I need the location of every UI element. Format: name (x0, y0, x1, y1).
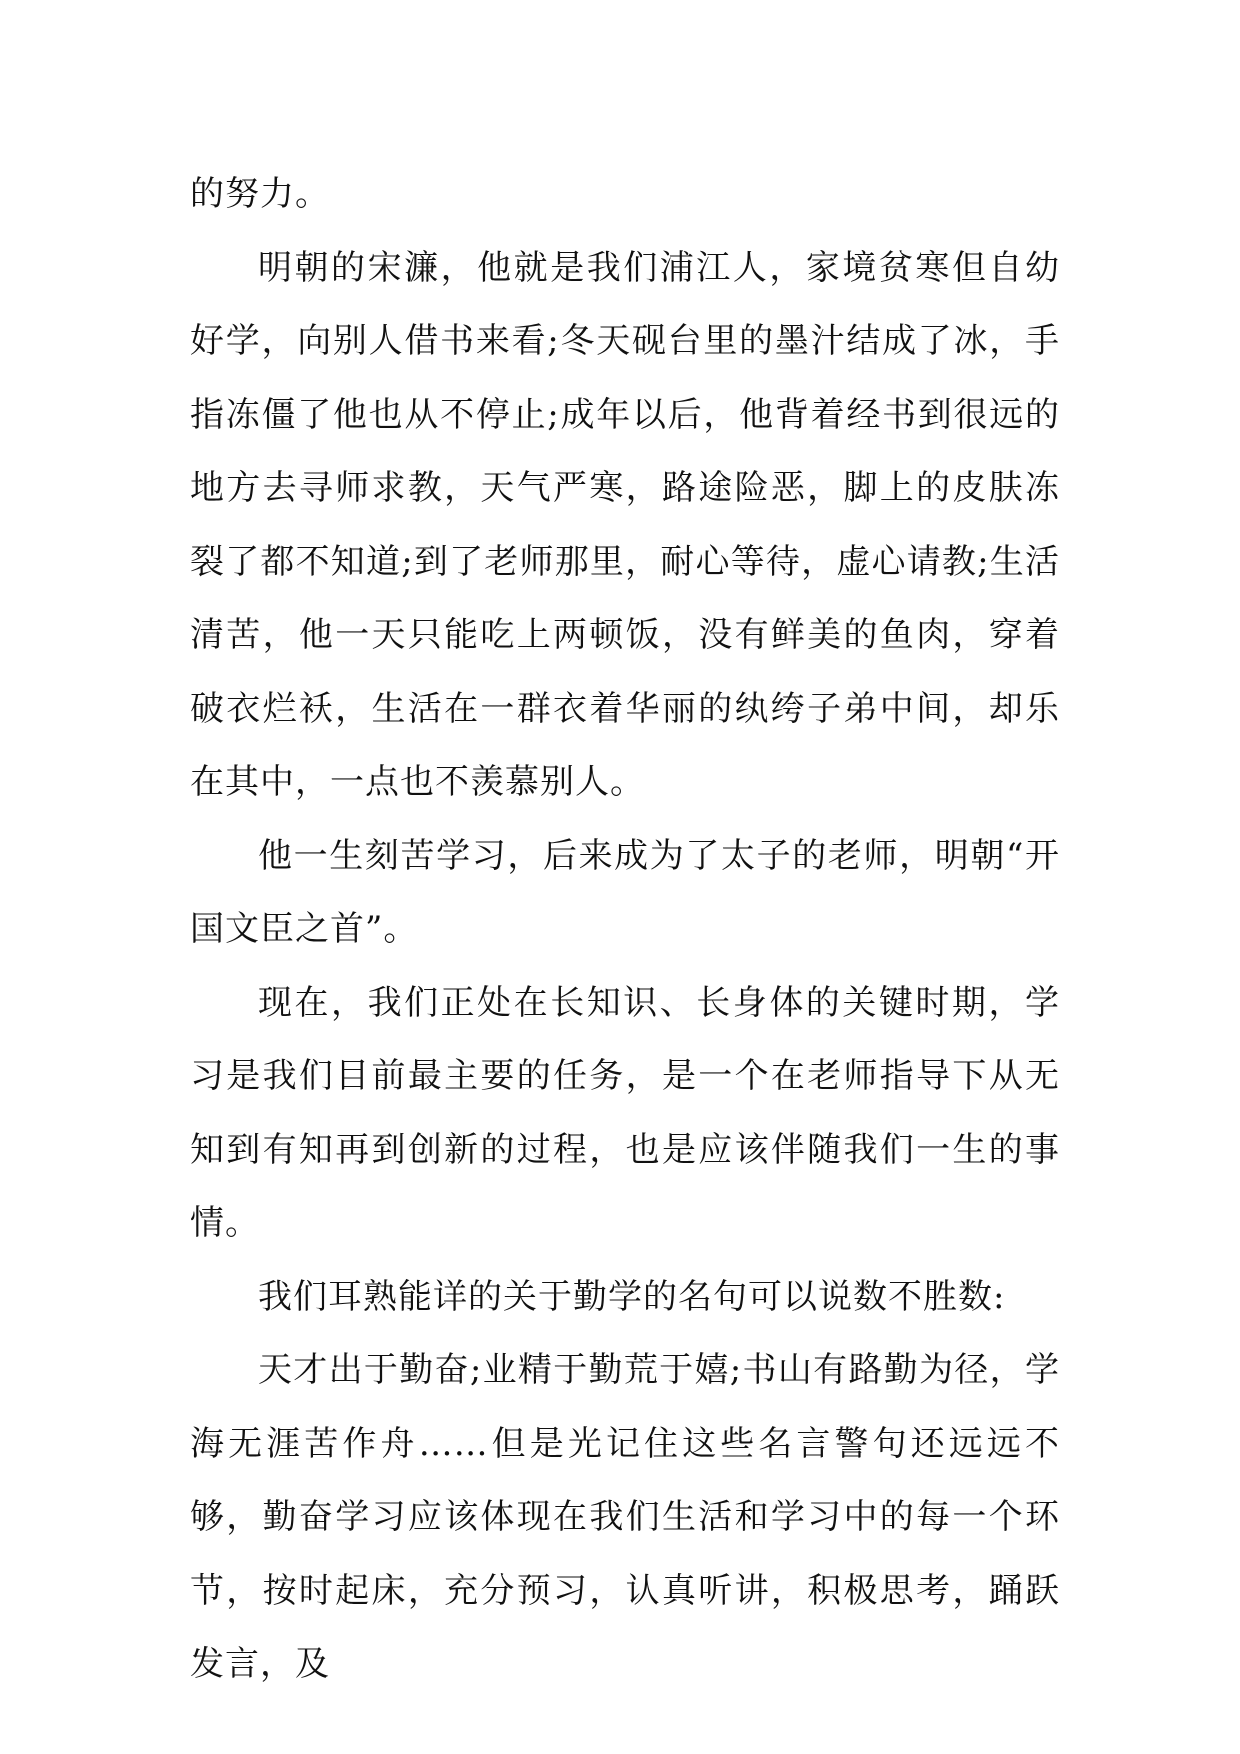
body-text (190, 158, 1060, 1702)
paragraph-famous-quotes-intro: 我们耳熟能详的关于勤学的名句可以说数不胜数: (258, 1276, 1006, 1317)
paragraph-song-lian: 明朝的宋濂，他就是我们浦江人，家境贫寒但自幼好学，向别人借书来看;冬天砚台里的墨汁结成了冰，手指冻僵了他也从不停止;成年以后，他背着经书到很远的地方去寻师求教，天气严寒，路途险恶，脚上的皮肤冻裂了都不知道;到了老师那里，耐心等待，虚心请教;生活清苦，他一天只能吃上两顿饭，没有鲜美的鱼肉，穿着破衣烂袄，生活在一群衣着华丽的纨绔子弟中间，却乐在其中，一点也不羡慕别人。 (190, 247, 1060, 802)
paragraph-continuation: 的努力。 (190, 174, 330, 214)
paragraph-current-period: 现在，我们正处在长知识、长身体的关键时期，学习是我们目前最主要的任务，是一个在老师指导下从无知到有知再到创新的过程，也是应该伴随我们一生的事情。 (190, 982, 1060, 1243)
paragraph-lifetime-study: 他一生刻苦学习，后来成为了太子的老师，明朝“开国文臣之首”。 (190, 835, 1060, 949)
paragraph-quotes: 天才出于勤奋;业精于勤荒于嬉;书山有路勤为径，学海无涯苦作舟……但是光记住这些名言警句还远远不够，勤奋学习应该体现在我们生活和学习中的每一个环节，按时起床，充分预习，认真听讲，积极思考，踊跃发言，及 (190, 1350, 1060, 1684)
